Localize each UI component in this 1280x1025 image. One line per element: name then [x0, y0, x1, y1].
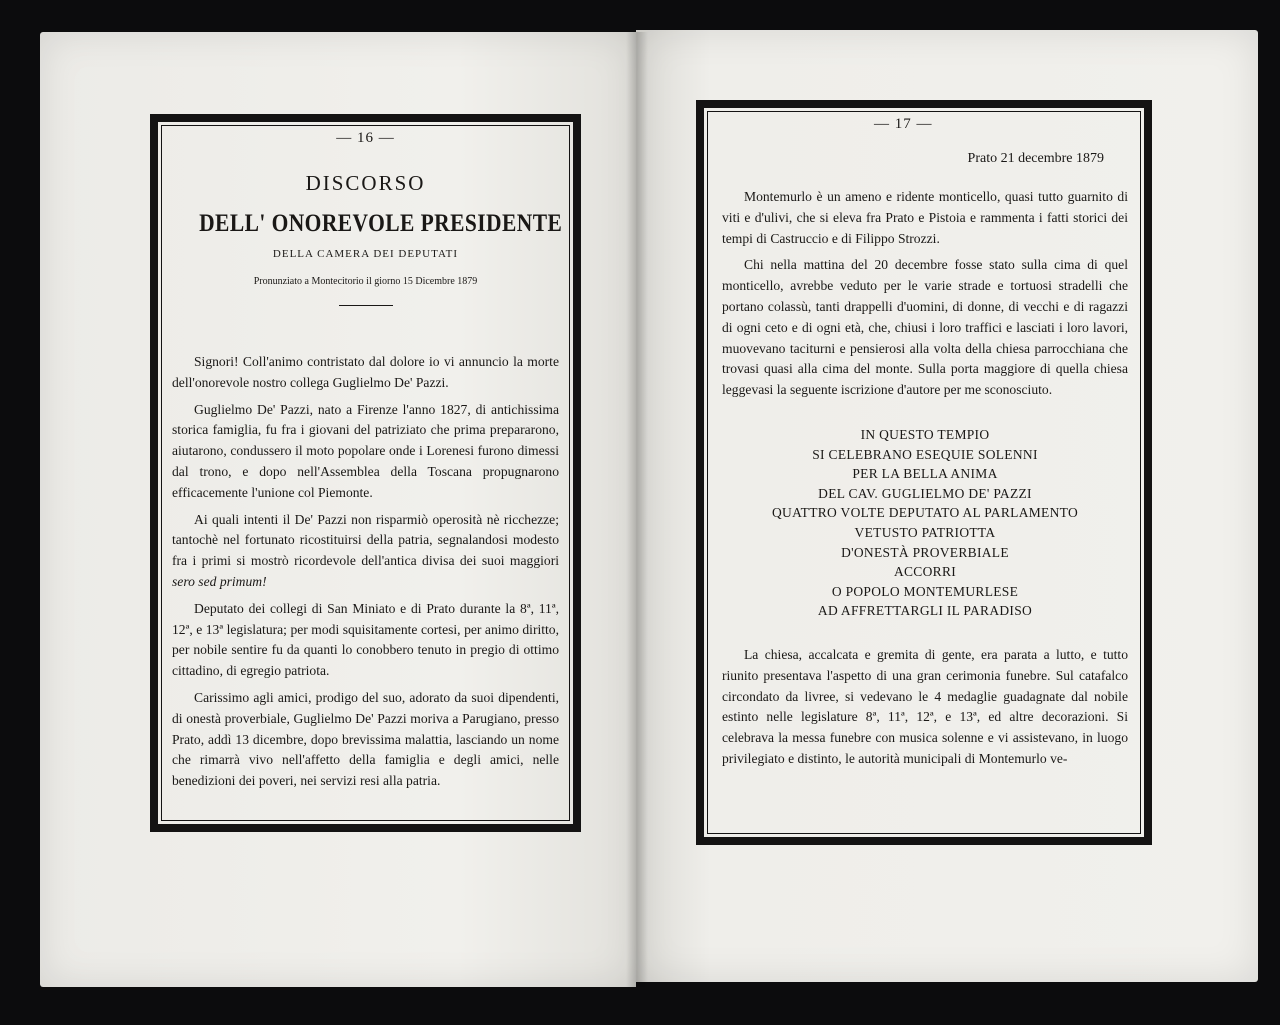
inscription-line: PER LA BELLA ANIMA [852, 466, 998, 482]
book-gutter [626, 32, 648, 987]
title-presidente: DELL' ONOREVOLE PRESIDENTE [199, 210, 563, 237]
left-page-content [172, 130, 563, 798]
paragraph: Guglielmo De' Pazzi, nato a Firenze l'anno 1827, di antichissima storica famiglia, fu fra i giovani del patriziato che prima prepararono, aiutarono, condussero il moto popolare onde i Lorenesi furono dimessi dal trono, e dopo nell'Assemblea della Toscana propugnarono efficacemente l'unione col Piemonte. [172, 401, 559, 500]
byline: Pronunziato a Montecitorio il giorno 15 Dicembre 1879 [253, 276, 478, 287]
paragraph: Montemurlo è un ameno e ridente monticello, quasi tutto guarnito di viti e d'ulivi, che si eleva fra Prato e Pistoia e rammenta i fatti storici dei tempi di Castruccio e di Filippo Strozzi. [722, 189, 1128, 246]
divider-rule [339, 305, 393, 306]
paragraph [172, 510, 559, 593]
inscription-line: IN QUESTO TEMPIO [860, 426, 990, 442]
latin-motto: sero sed primum! [172, 573, 267, 589]
page-number-16: — 16 — [336, 130, 395, 146]
paragraph: Signori! Coll'animo contristato dal dolore io vi annuncio la morte dell'onorevole nostro collega Guglielmo De' Pazzi. [172, 354, 559, 390]
inscription-line: VETUSTO PATRIOTTA [854, 524, 996, 540]
inscription-line: SI CELEBRANO ESEQUIE SOLENNI [812, 446, 1038, 462]
paragraph-text: Ai quali intenti il De' Pazzi non risparmiò operosità nè ricchezze; tantochè nel fortunato ricostituirsi della patria, segnalandosi modesto fra i primi si mostrò ricordevole dell'antica divisa dei suoi maggiori [172, 511, 559, 569]
inscription-line: ACCORRI [893, 564, 957, 580]
paragraph: Deputato dei collegi di San Miniato e di Prato durante la 8ª, 11ª, 12ª, e 13ª legislatura; per modi squisitamente cortesi, per animo diritto, per nobile sentire fu da quanti lo conobbero tenuto in pregio di ottimo cittadino, di egregio patriota. [172, 600, 559, 679]
subtitle-camera: DELLA CAMERA DEI DEPUTATI [272, 248, 459, 260]
inscription-line: DEL CAV. GUGLIELMO DE' PAZZI [818, 485, 1032, 501]
inscription-line: QUATTRO VOLTE DEPUTATO AL PARLAMENTO [772, 505, 1078, 521]
inscription-line: D'ONESTÀ PROVERBIALE [841, 544, 1009, 560]
inscription-line: AD AFFRETTARGLI IL PARADISO [817, 603, 1033, 619]
paragraph: La chiesa, accalcata e gremita di gente, era parata a lutto, e tutto riunito presentava l'aspetto di una gran cerimonia funebre. Sul catafalco circondato da livree, si vedevano le 4 medaglie guadagnate dal nobile estinto nelle legislature 8ª, 11ª, 12ª, e 13ª, ed altre decorazioni. Si celebrava la messa funebre con musica solenne e vi assistevano, in luogo privilegiato e distinto, le autorità municipali di Montemurlo ve- [722, 646, 1128, 766]
page-number-17: — 17 — [874, 116, 933, 132]
dateline: Prato 21 decembre 1879 [967, 151, 1104, 166]
inscription-line: O POPOLO MONTEMURLESE [831, 583, 1019, 599]
title-discorso: DISCORSO [305, 171, 426, 195]
paragraph: Chi nella mattina del 20 decembre fosse stato sulla cima di quel monticello, avrebbe veduto per le varie strade e tortuosi stradelli che portano colassù, tanti drappelli d'uomini, di donne, di vecchi e di ragazzi di ogni ceto e di ogni età, che, chiusi i loro traffici e lasciati i loro lavori, muovevano taciturni e pensierosi alla volta della chiesa parrocchiana che trovasi quasi alla cima del monte. Sulla porta maggiore di quella chiesa leggevasi la seguente iscrizione d'autore per me sconosciuto. [722, 257, 1128, 398]
right-page-content [722, 116, 1128, 776]
paragraph: Carissimo agli amici, prodigo del suo, adorato da suoi dipendenti, di onestà proverbiale, Guglielmo De' Pazzi moriva a Parugiano, presso Prato, addì 13 dicembre, dopo brevissima malattia, lasciando un nome che rimarrà vivo nell'affetto della famiglia e degli amici, nelle benedizioni dei poveri, nei servizi resi alla patria. [172, 689, 559, 789]
memorial-inscription [722, 425, 1128, 621]
